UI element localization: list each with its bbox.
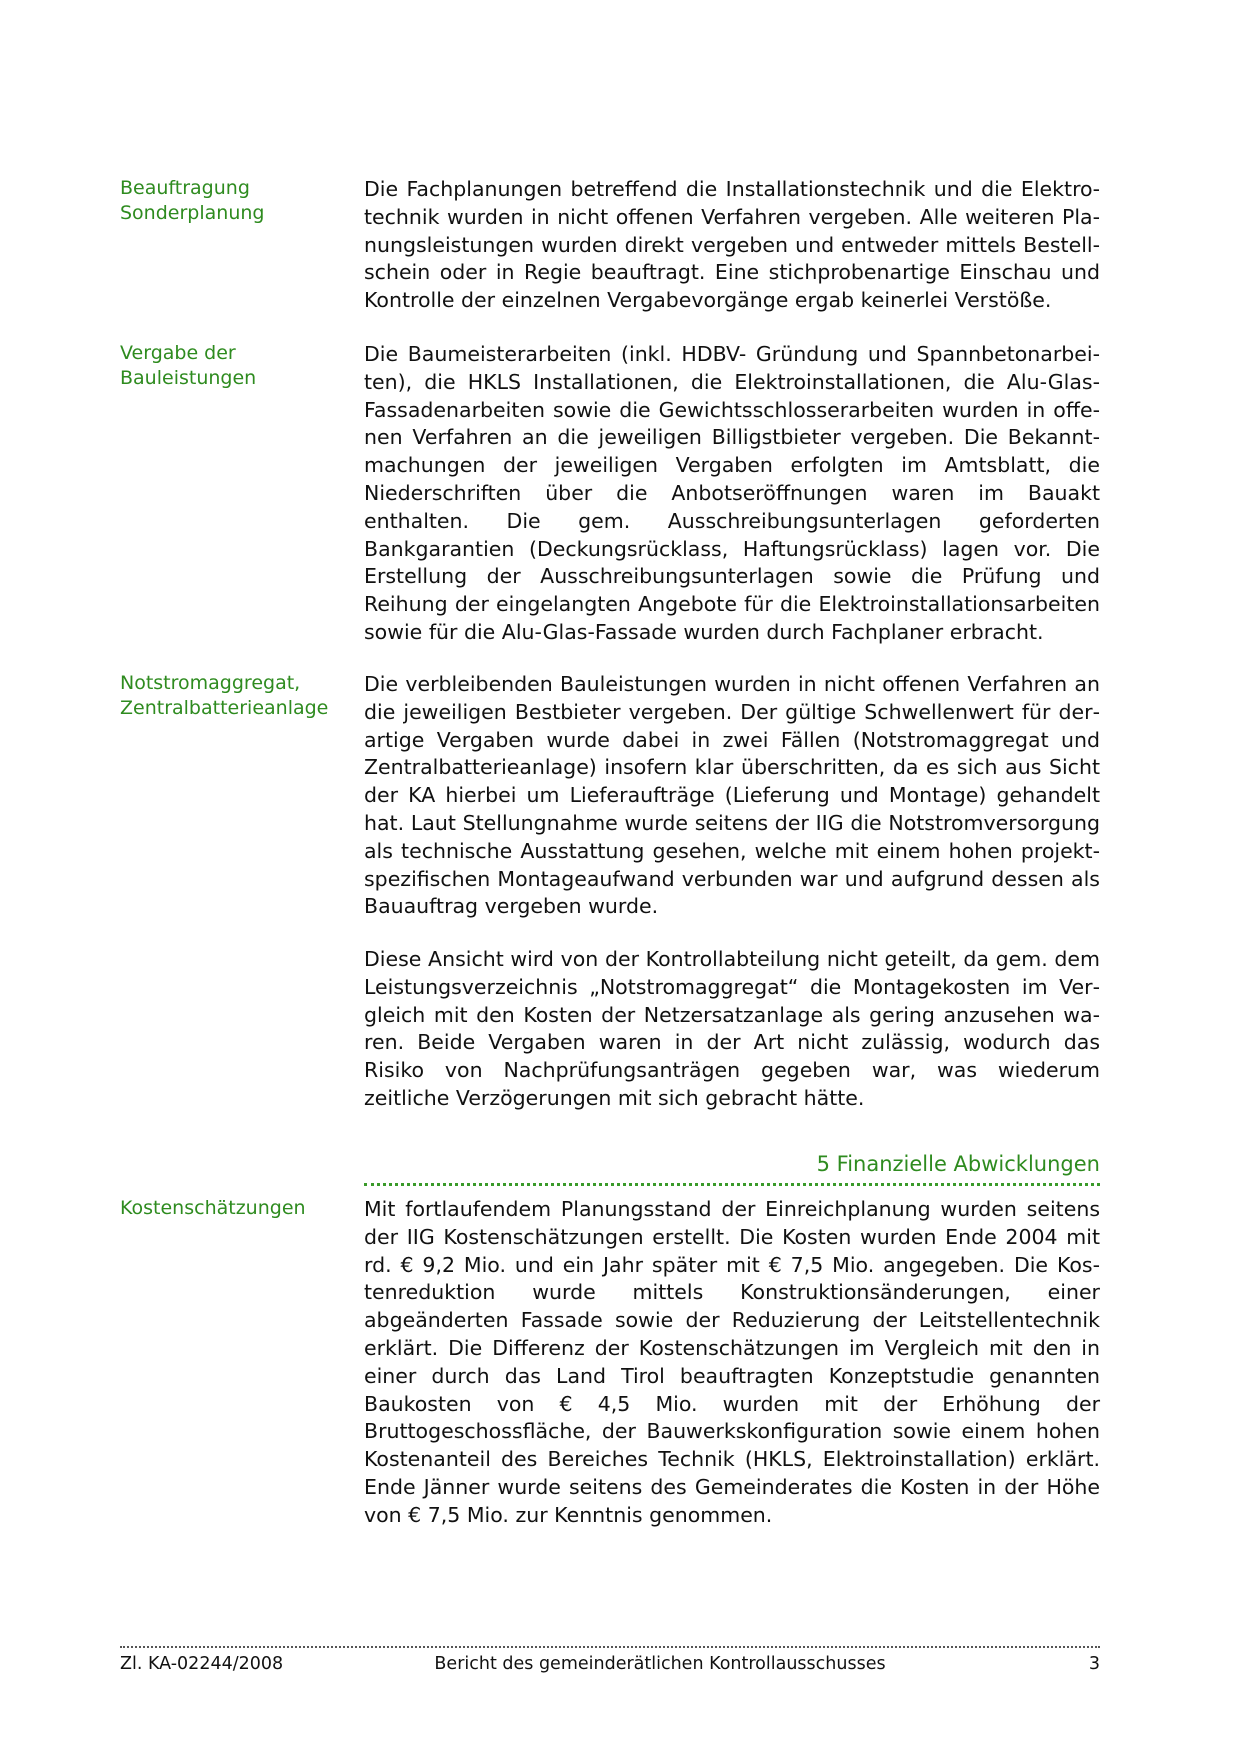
body-paragraph: Die Baumeisterarbeiten (inkl. HDBV- Gründung und Spannbetonarbeiten), die HKLS Installationen, die Elektroinstallationen, die Alu-Glas-Fassadenarbeiten sowie die Gewichtsschlosserarbeiten wurden in offenen Verfahren an die jeweiligen Billigstbieter vergeben. Die Bekanntmachungen der jeweiligen Vergaben erfolgten im Amtsblatt, die Niederschriften über die Anbotseröffnungen waren im Bauakt enthalten. Die gem. Ausschreibungsunterlagen geforderten Bankgarantien (Deckungsrücklass, Haftungsrücklass) lagen vor. Die Erstellung der Ausschreibungsunterlagen sowie die Prüfung und Reihung der eingelangten Angebote für die Elektroinstallationsarbeiten sowie für die Alu-Glas-Fassade wurden durch Fachplaner erbracht.: [364, 342, 1100, 644]
margin-heading-line: Vergabe der: [120, 342, 236, 364]
body-paragraph: Mit fortlaufendem Planungsstand der Einreichplanung wurden seitens der IIG Kostenschätzungen erstellt. Die Kosten wurden Ende 2004 mit rd. € 9,2 Mio. und ein Jahr später mit € 7,5 Mio. angegeben. Die Kostenreduktion wurde mittels Konstruktionsänderungen, einer abgeänderten Fassade sowie der Reduzierung der Leitstellentechnik erklärt. Die Differenz der Kostenschätzungen im Vergleich mit den in einer durch das Land Tirol beauftragten Konzeptstudie genannten Baukosten von € 4,5 Mio. wurden mit der Erhöhung der Bruttogeschossfläche, der Bauwerkskonfiguration sowie einem hohen Kostenanteil des Bereiches Technik (HKLS, Elektroinstallation) erklärt. Ende Jänner wurde seitens des Gemeinderates die Kosten in der Höhe von € 7,5 Mio. zur Kenntnis genommen.: [364, 1197, 1100, 1527]
margin-heading: [120, 176, 340, 226]
body-paragraph: Diese Ansicht wird von der Kontrollabteilung nicht geteilt, da gem. dem Leistungsverzeichnis „Notstromaggregat“ die Montagekosten im Vergleich mit den Kosten der Netzersatzanlage als gering anzusehen waren. Beide Vergaben waren in der Art nicht zulässig, wodurch das Risiko von Nachprüfungsanträgen gegeben war, was wiederum zeitliche Verzögerungen mit sich gebracht hätte.: [364, 947, 1100, 1110]
margin-heading: [120, 341, 340, 391]
margin-heading-line: Bauleistungen: [120, 367, 257, 389]
page-number: 3: [1088, 1654, 1100, 1674]
footer-title: Bericht des gemeinderätlichen Kontrollausschusses: [434, 1654, 886, 1674]
chapter-heading: 5 Finanzielle Abwicklungen: [816, 1152, 1100, 1176]
margin-heading: [120, 1196, 340, 1221]
margin-heading-line: Notstromaggregat,: [120, 672, 301, 694]
margin-heading-line: Zentralbatterieanlage: [120, 697, 329, 719]
margin-heading-line: Kostenschätzungen: [120, 1197, 306, 1219]
margin-heading: [120, 671, 340, 721]
margin-heading-line: Sonderplanung: [120, 202, 265, 224]
body-paragraph: Die verbleibenden Bauleistungen wurden in nicht offenen Verfahren an die jeweiligen Bestbieter vergeben. Der gültige Schwellenwert für derartige Vergaben wurde dabei in zwei Fällen (Notstromaggregat und Zentralbatterieanlage) insofern klar überschritten, da es sich aus Sicht der KA hierbei um Lieferaufträge (Lieferung und Montage) gehandelt hat. Laut Stellungnahme wurde seitens der IIG die Notstromversorgung als technische Ausstattung gesehen, welche mit einem hohen projektspezifischen Montageaufwand verbunden war und aufgrund dessen als Bauauftrag vergeben wurde.: [364, 672, 1100, 919]
body-paragraph: Die Fachplanungen betreffend die Installationstechnik und die Elektrotechnik wurden in nicht offenen Verfahren vergeben. Alle weiteren Planungsleistungen wurden direkt vergeben und entweder mittels Bestellschein oder in Regie beauftragt. Eine stichprobenartige Einschau und Kontrolle der einzelnen Vergabevorgänge ergab keinerlei Verstöße.: [364, 177, 1100, 313]
footer-dotted-rule: [120, 1646, 1100, 1648]
heading-dotted-rule: [364, 1183, 1100, 1186]
margin-heading-line: Beauftragung: [120, 177, 250, 199]
footer-reference: Zl. KA-02244/2008: [120, 1654, 284, 1674]
